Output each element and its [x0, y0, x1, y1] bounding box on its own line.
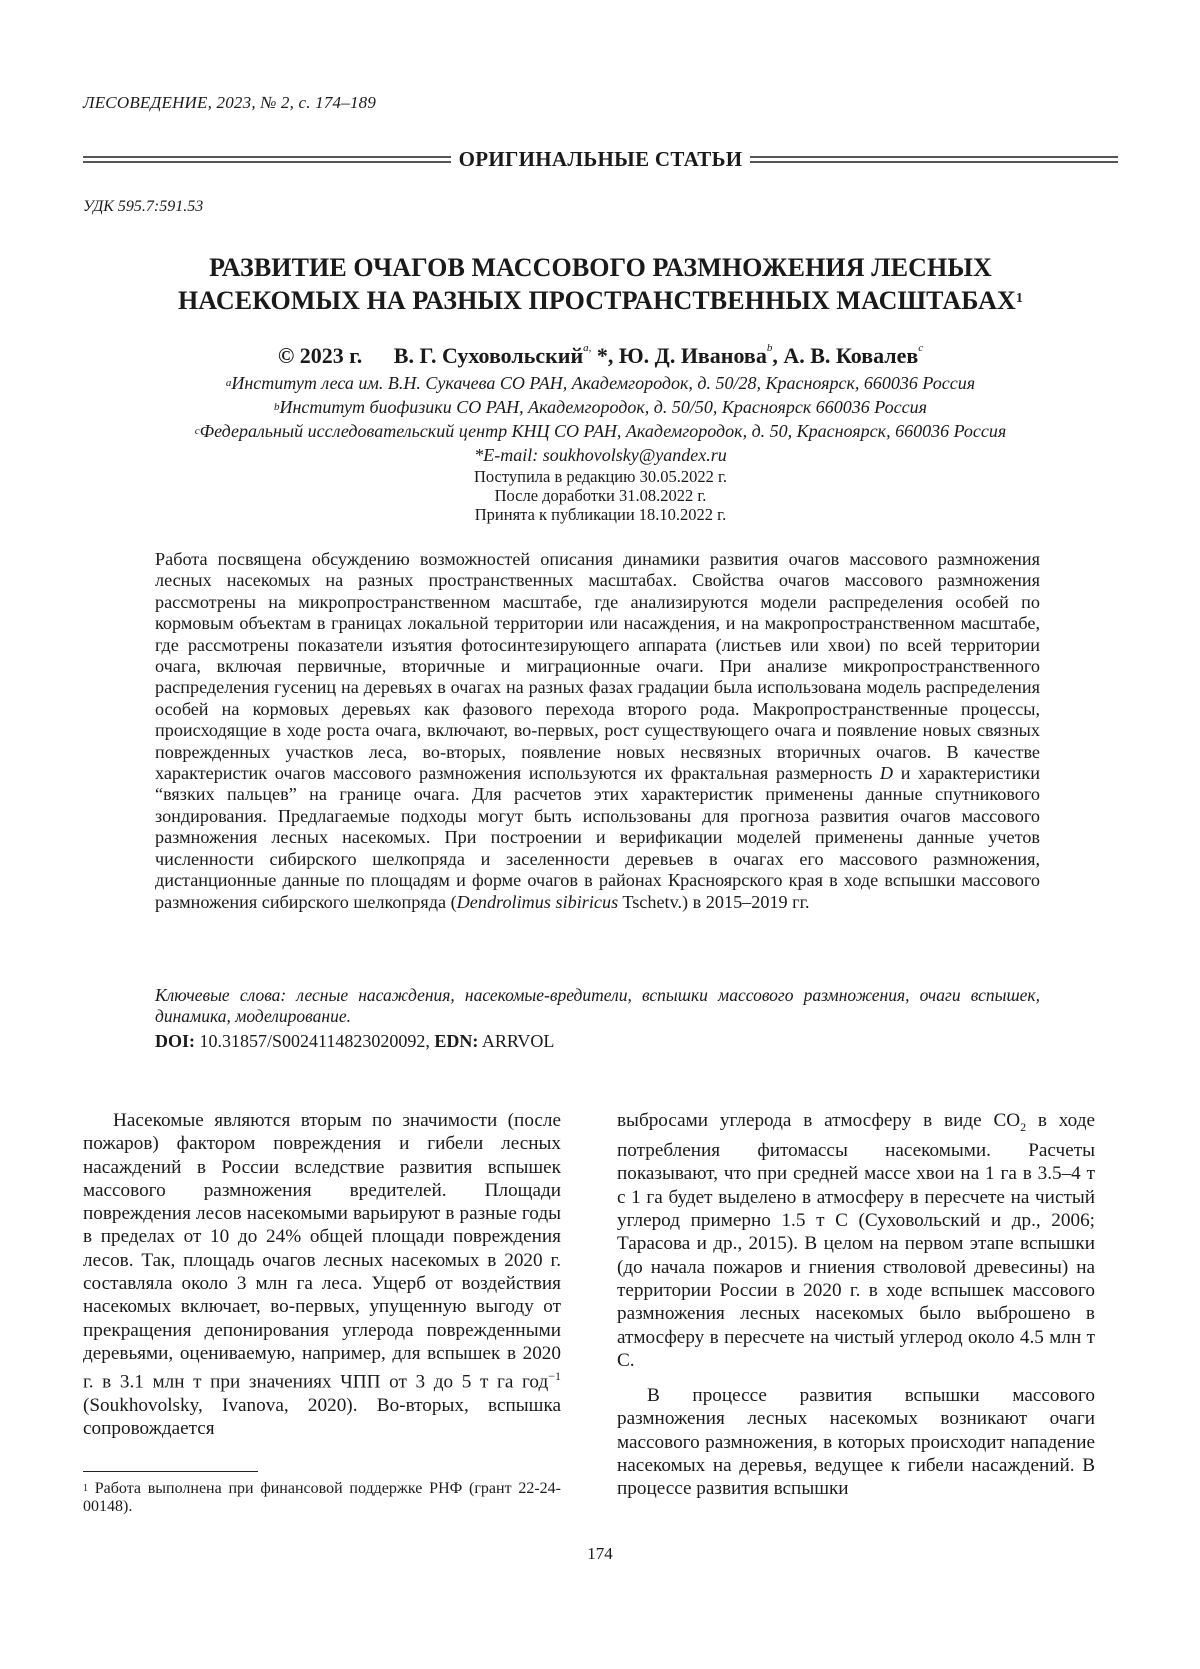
page-number: 174 [587, 1544, 613, 1563]
author-affiliation-mark: a, [583, 342, 592, 354]
abstract-text: Работа посвящена обсуждению возможностей описания динамики развития очагов массового размножения лесных насекомых на разных пространственных масштабах. Свойства очагов массового размножения рассмотрены на микропространственном масштабе, где анализируются модели распределения особей по кормовым объектам в границах локальной территории или насаждения, и на макропространственном масштабе, где рассмотрены показатели изъятия фотосинтезирующего аппарата (листьев или хвои) по всей территории очага, включая первичные, вторичные и миграционные очаги. При анализе микропространственного распределения гусениц на деревьях в очагах на разных фазах градации была использована модель распределения особей на кормовых деревьях как фазового перехода второго рода. Макропространственные процессы, происходящие в ходе роста очага, включают, во-первых, рост существующего очага и появление новых связных поврежденных участков леса, во-вторых, появление новых несвязных вторичных очагов. В качестве характеристик очагов массового размножения используются их фрактальная размерность [155, 549, 1040, 784]
date-accepted: Принята к публикации 18.10.2022 г. [474, 505, 727, 524]
author-name: А. В. Ковалев [783, 343, 919, 368]
identifiers [155, 1031, 1040, 1052]
journal-citation: ЛЕСОВЕДЕНИЕ, 2023, № 2, с. 174–189 [83, 93, 377, 112]
fractal-dimension-symbol: D [879, 763, 894, 784]
date-revised: После доработки 31.08.2022 г. [494, 486, 707, 505]
paragraph-text: выбросами углерода в атмосферу в виде CO [617, 1110, 1021, 1131]
section-label: ОРИГИНАЛЬНЫЕ СТАТЬИ [458, 146, 743, 171]
affiliation-mark: b [274, 401, 280, 413]
article-title [83, 251, 1118, 317]
title-footnote-mark[interactable]: 1 [1015, 291, 1024, 306]
affiliation-mark: c [194, 425, 200, 437]
paragraph-text: (Soukhovolsky, Ivanova, 2020). Во-вторых, вспышка сопровождается [83, 1394, 561, 1440]
edn-label: EDN: [434, 1031, 479, 1051]
author-separator: , [772, 343, 778, 368]
footnote-text: Работа выполнена при финансовой поддержке РНФ (грант 22-24-00148). [83, 1480, 561, 1515]
author-affiliation-mark: c [918, 342, 924, 354]
subscript: 2 [1020, 1119, 1027, 1134]
author-line [83, 343, 1118, 369]
affiliation [83, 419, 1118, 443]
author-separator: *, [591, 343, 614, 368]
author [394, 343, 614, 368]
double-rule-right [750, 156, 1118, 163]
abstract-text: Tschetv.) в 2015–2019 гг. [618, 891, 810, 912]
date-received: Поступила в редакцию 30.05.2022 г. [473, 467, 727, 486]
author-name: В. Г. Суховольский [393, 343, 584, 368]
affiliations [83, 371, 1118, 467]
footnote [83, 1480, 561, 1516]
paragraph [83, 1109, 561, 1441]
doi-value[interactable]: 10.31857/S0024114823020092, [195, 1031, 435, 1051]
keywords-label: Ключевые слова: [155, 985, 287, 1005]
title-line-1: РАЗВИТИЕ ОЧАГОВ МАССОВОГО РАЗМНОЖЕНИЯ ЛЕСНЫХ [209, 253, 992, 282]
affiliation-text: Институт биофизики СО РАН, Академгородок, д. 50/50, Красноярск 660036 Россия [279, 397, 927, 417]
doi-label: DOI: [155, 1031, 195, 1051]
exponent: −1 [548, 1369, 561, 1384]
footnote-mark: 1 [83, 1483, 88, 1494]
section-heading-bar [83, 148, 1118, 170]
author-affiliation-mark: b [766, 342, 773, 354]
author [619, 343, 778, 368]
paragraph-text: Насекомые являются вторым по значимости (после пожаров) фактором повреждения и гибели лесных насаждений в России вследствие развития вспышек массового размножения вредителей. Площади повреждения лесов насекомыми варьируют в разные годы в пределах от 10 до 24% общей площади повреждения лесов. Так, площадь очагов лесных насекомых в 2020 г. составляла около 3 млн га леса. Ущерб от воздействия насекомых включает, во-первых, упущенную выгоду от прекращения депонирования углерода поврежденными деревьями, оцениваемую, например, для вспышек в 2020 г. в 3.1 млн т при значениях ЧПП от 3 до 5 т га год [83, 1110, 561, 1393]
paragraph: В процессе развития вспышки массового размножения лесных насекомых возникают очаги массового размножения, в которых происходит нападение насекомых на деревья, ведущее к гибели насаждений. В процессе развития вспышки [617, 1385, 1095, 1500]
submission-dates [83, 467, 1118, 524]
double-rule-left [83, 156, 451, 163]
copyright: © 2023 г. [277, 343, 363, 368]
edn-value: ARRVOL [478, 1031, 555, 1051]
udk-code: УДК 595.7:591.53 [83, 198, 204, 215]
author [783, 343, 923, 368]
affiliation [83, 395, 1118, 419]
title-line-2-text: НАСЕКОМЫХ НА РАЗНЫХ ПРОСТРАНСТВЕННЫХ МАСШТАБАХ [177, 286, 1016, 315]
affiliation [83, 371, 1118, 395]
keywords [155, 985, 1040, 1027]
affiliation-text: Институт леса им. В.Н. Сукачева СО РАН, Академгородок, д. 50/28, Красноярск, 660036 Россия [231, 373, 976, 393]
footnote-divider [83, 1471, 258, 1472]
title-line-2 [83, 284, 1118, 317]
author-name: Ю. Д. Иванова [618, 343, 767, 368]
body-column-left [83, 1109, 561, 1441]
paragraph [617, 1109, 1095, 1372]
body-column-right [617, 1109, 1095, 1501]
keywords-text: лесные насаждения, насекомые-вредители, вспышки массового размножения, очаги вспышек, динамика, моделирование. [155, 985, 1040, 1026]
abstract-text: и характеристики “вязких пальцев” на границе очага. Для расчетов этих характеристик применены данные спутникового зондирования. Предлагаемые подходы могут быть использованы для прогноза развития очагов массового размножения лесных насекомых. При построении и верификации моделей применены данные учетов численности сибирского шелкопряда и заселенности деревьев в очагах его массового размножения, дистанционные данные по площадям и форме очагов в районах Красноярского края в ходе вспышки массового размножения сибирского шелкопряда ( [155, 763, 1041, 912]
corresponding-email[interactable]: *E-mail: soukhovolsky@yandex.ru [474, 445, 727, 465]
abstract [155, 549, 1040, 913]
affiliation-text: Федеральный исследовательский центр КНЦ СО РАН, Академгородок, д. 50, Красноярск, 660036 Россия [199, 421, 1007, 441]
affiliation-mark: a [225, 377, 232, 389]
species-name: Dendrolimus sibiricus [456, 891, 619, 912]
paragraph-text: в ходе потребления фитомассы насекомыми. Расчеты показывают, что при средней массе хвои на 1 га в 3.5–4 т с 1 га будет выделено в атмосферу в пересчете на чистый углерод примерно 1.5 т С (Суховольский и др., 2006; Тарасова и др., 2015). В целом на первом этапе вспышки (до начала пожаров и гниения стволовой древесины) на территории России в 2020 г. в ходе вспышек массового размножения лесных насекомых было выброшено в атмосферу в пересчете на чистый углерод около 4.5 млн т С. [617, 1110, 1095, 1371]
